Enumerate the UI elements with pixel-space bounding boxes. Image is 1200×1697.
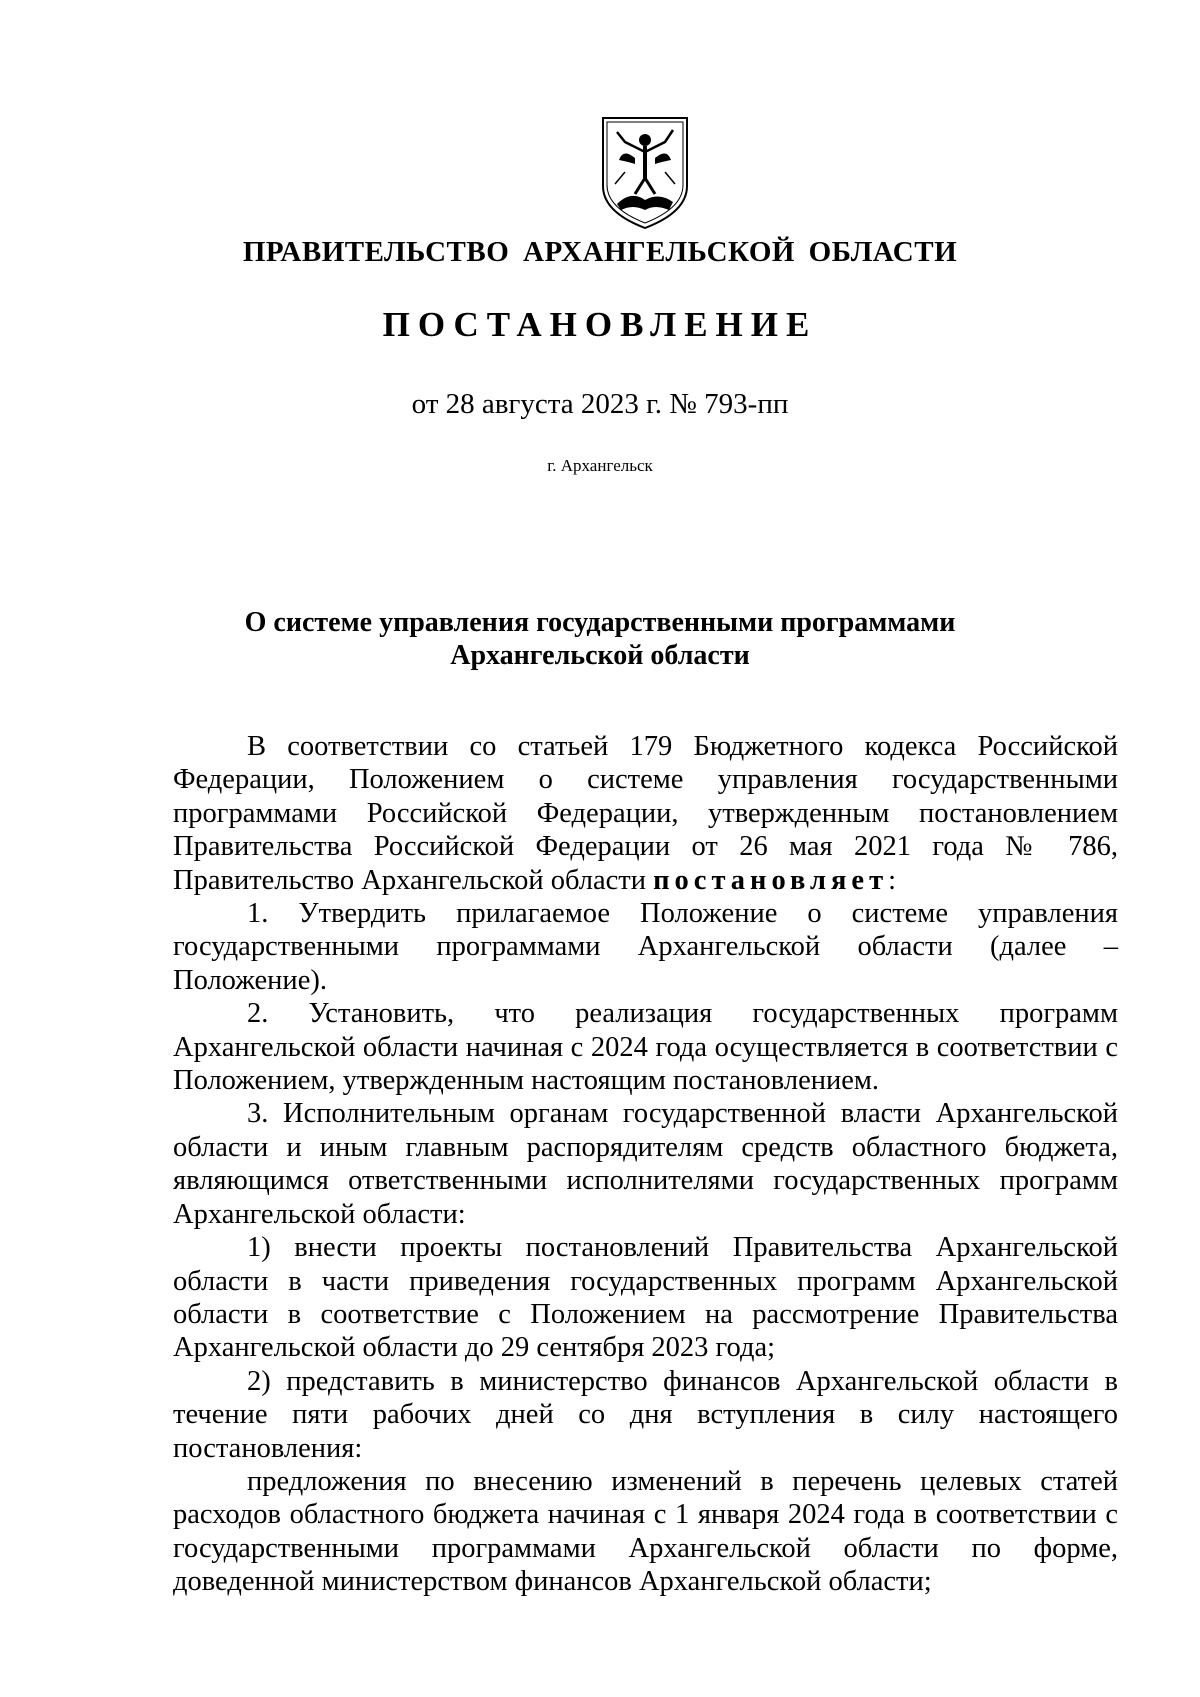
document-city: г. Архангельск (547, 456, 653, 475)
paragraph-proposals: предложения по внесению изменений в перечень целевых статей расходов областного бюджета начиная с 1 января 2024 года в соответствии с государственными программами Архангельской области по форме, доведенной министерством финансов Архангельской области; (173, 1465, 1118, 1598)
paragraph-item-3: 3. Исполнительным органам государственной власти Архангельской области и иным главным распорядителям средств областного бюджета, являющимся ответственными исполнителями государственных программ Архангельской области: (173, 1098, 1118, 1230)
preamble-end: : (888, 864, 896, 896)
title-line-2: Архангельской области (450, 640, 750, 671)
document-body (173, 730, 1118, 1599)
document-title (0, 606, 1200, 672)
paragraph-subitem-1: 1) внести проекты постановлений Правительства Архангельской области в части приведения государственных программ Архангельской области в соответствие с Положением на рассмотрение Правительства Архангельской области до 29 сентября 2023 года; (173, 1232, 1118, 1364)
preamble-text: В соответствии со статьей 179 Бюджетного кодекса Российской Федерации, Положением о системе управления государственными программами Российской Федерации, утвержденным постановлением Правительства Российской Федерации от 26 мая 2021 года № 786, Правительство Архангельской области (173, 731, 1118, 896)
paragraph-item-2: 2. Установить, что реализация государственных программ Архангельской области начиная с 2024 года осуществляется в соответствии с Положением, утвержденным настоящим постановлением. (173, 998, 1118, 1097)
coat-of-arms-icon (595, 112, 695, 232)
resolves-keyword: постановляет (653, 864, 889, 896)
paragraph-preamble (173, 730, 1118, 897)
title-line-1: О системе управления государственными программами (244, 607, 956, 638)
document-date-number: от 28 августа 2023 г. № 793-пп (411, 388, 789, 420)
organization-name: ПРАВИТЕЛЬСТВО АРХАНГЕЛЬСКОЙ ОБЛАСТИ (242, 236, 958, 268)
document-type: ПОСТАНОВЛЕНИЕ (382, 305, 818, 344)
paragraph-item-1: 1. Утвердить прилагаемое Положение о системе управления государственными программами Архангельской области (далее – Положение). (173, 898, 1118, 996)
paragraph-subitem-2: 2) представить в министерство финансов Архангельской области в течение пяти рабочих дней со дня вступления в силу настоящего постановления: (173, 1365, 1118, 1464)
